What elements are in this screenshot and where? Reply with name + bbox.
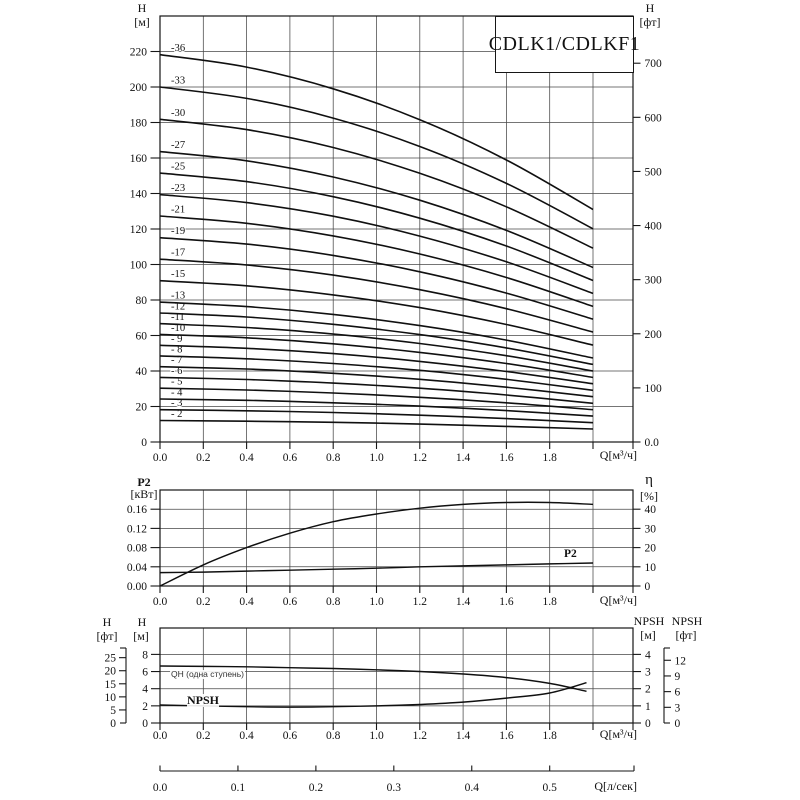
q-tick-label: 1.6 bbox=[499, 730, 514, 742]
h-m-tick-label: 6 bbox=[142, 666, 148, 679]
q-tick-label: 1.4 bbox=[455, 730, 471, 742]
q-tick-label: 0.2 bbox=[196, 596, 211, 608]
eta-tick-label: 10 bbox=[644, 561, 656, 574]
npsh-curve-label: NPSH bbox=[187, 693, 220, 707]
npsh-left-axis-unit: [м] bbox=[133, 629, 149, 643]
stage-curve-label: -25 bbox=[171, 161, 186, 173]
model-title-box bbox=[488, 16, 641, 73]
p2-tick-label: 0.08 bbox=[126, 542, 147, 555]
h-ft-tick-label: 200 bbox=[644, 328, 662, 341]
h-ft-tick-label: 100 bbox=[644, 382, 662, 395]
model-title: CDLK1/CDLKF1 bbox=[488, 33, 641, 55]
q-tick-label: 1.8 bbox=[542, 596, 557, 608]
q-tick-label: 1.4 bbox=[455, 596, 471, 608]
h-ft-tick-label: 10 bbox=[104, 691, 116, 704]
q-tick-label: 0.6 bbox=[282, 596, 298, 608]
h-m-tick-label: 220 bbox=[129, 46, 147, 59]
npsh-m-tick-label: 4 bbox=[645, 649, 651, 662]
h-ft-tick-label: 600 bbox=[644, 112, 662, 125]
h-m-tick-label: 0 bbox=[141, 437, 147, 449]
q-tick-label: 0.0 bbox=[152, 596, 168, 608]
npsh-left-axis-title: H bbox=[137, 615, 147, 629]
q-tick-label: 1.4 bbox=[455, 452, 471, 464]
q-tick-label: 0.8 bbox=[326, 596, 341, 608]
lps-tick-label: 0.0 bbox=[152, 782, 168, 794]
q-tick-label: 1.2 bbox=[412, 730, 427, 742]
h-ft-tick-label: 5 bbox=[110, 704, 116, 717]
q-tick-label: 1.8 bbox=[542, 730, 557, 742]
stage-curve-label: -12 bbox=[171, 301, 186, 313]
npsh-right-axis-unit: [м] bbox=[640, 628, 656, 642]
h-m-tick-label: 100 bbox=[129, 259, 147, 272]
lps-axis-unit: Q[л/сек] bbox=[594, 779, 637, 793]
npsh-ft-tick-label: 9 bbox=[674, 670, 681, 683]
eta-axis-title: η bbox=[645, 472, 653, 488]
stage-curve-label: -11 bbox=[171, 312, 185, 324]
npsh-m-tick-label: 3 bbox=[645, 666, 651, 679]
power-left-axis-title: P2 bbox=[137, 475, 151, 489]
stage-curve-label: -36 bbox=[171, 43, 186, 55]
p2-curve-label: P2 bbox=[564, 548, 577, 560]
lps-tick-label: 0.4 bbox=[464, 782, 479, 794]
power-left-axis-unit: [кВт] bbox=[130, 487, 158, 501]
q-tick-label: 1.0 bbox=[369, 452, 384, 464]
stage-curve-label: - 6 bbox=[171, 365, 183, 377]
lps-tick-label: 0.3 bbox=[386, 782, 402, 794]
h-ft-tick-label: 0 bbox=[110, 718, 116, 730]
main-x-axis-unit: Q[м³/ч] bbox=[599, 448, 637, 462]
h-ft-tick-label: 300 bbox=[644, 274, 662, 287]
p2-tick-label: 0.04 bbox=[126, 561, 147, 574]
npsh-m-tick-label: 2 bbox=[645, 683, 651, 696]
npsh-ft-tick-label: 6 bbox=[674, 686, 681, 699]
stage-curve-label: -10 bbox=[171, 322, 186, 334]
npsh-m-tick-label: 1 bbox=[645, 700, 651, 713]
h-ft-tick-label: 700 bbox=[644, 58, 662, 71]
q-tick-label: 1.8 bbox=[542, 452, 557, 464]
q-tick-label: 0.2 bbox=[196, 452, 211, 464]
npsh-farright-axis-title: NPSH bbox=[671, 614, 703, 628]
q-tick-label: 1.0 bbox=[369, 596, 384, 608]
stage-curve-label: -19 bbox=[171, 226, 186, 238]
stage-curve-label: -27 bbox=[171, 140, 186, 152]
q-tick-label: 0.2 bbox=[196, 730, 211, 742]
q-tick-label: 1.2 bbox=[412, 596, 427, 608]
npsh-farright-axis-unit: [фт] bbox=[675, 628, 697, 642]
main-left-axis-unit: [м] bbox=[134, 15, 150, 29]
h-m-tick-label: 60 bbox=[135, 330, 147, 343]
h-m-tick-label: 120 bbox=[129, 224, 147, 236]
npsh-farleft-axis-title: H bbox=[102, 615, 112, 629]
eta-tick-label: 30 bbox=[644, 523, 656, 536]
q-tick-label: 0.0 bbox=[152, 730, 168, 742]
stage-curve-label: - 2 bbox=[171, 409, 183, 421]
lps-tick-label: 0.5 bbox=[542, 782, 557, 794]
h-ft-tick-label: 20 bbox=[104, 665, 116, 678]
h-m-tick-label: 200 bbox=[129, 82, 147, 94]
h-m-tick-label: 20 bbox=[135, 401, 147, 414]
q-tick-label: 0.8 bbox=[326, 452, 341, 464]
lps-tick-label: 0.1 bbox=[230, 782, 246, 794]
main-right-axis-title: H bbox=[645, 1, 655, 15]
q-tick-label: 0.4 bbox=[239, 730, 254, 742]
stage-curve-label: - 9 bbox=[171, 333, 183, 345]
stage-curve-label: - 5 bbox=[171, 376, 183, 388]
eta-tick-label: 40 bbox=[644, 504, 656, 517]
npsh-ft-tick-label: 12 bbox=[674, 655, 686, 668]
npsh-ft-tick-label: 0 bbox=[674, 718, 681, 730]
h-m-tick-label: 40 bbox=[135, 366, 147, 378]
npsh-right-axis-title: NPSH bbox=[633, 614, 665, 628]
q-tick-label: 0.4 bbox=[239, 596, 254, 608]
h-ft-tick-label: 25 bbox=[104, 652, 116, 665]
stage-curve-label: -33 bbox=[171, 75, 186, 87]
stage-curve-label: - 4 bbox=[171, 387, 183, 399]
npsh-m-tick-label: 0 bbox=[645, 718, 651, 730]
stage-curve-label: -17 bbox=[171, 247, 186, 259]
stage-curve-label: - 7 bbox=[171, 355, 183, 367]
h-m-tick-label: 8 bbox=[142, 649, 148, 662]
p2-tick-label: 0.00 bbox=[126, 581, 147, 593]
main-left-axis-title: H bbox=[137, 1, 147, 15]
h-m-tick-label: 0 bbox=[142, 718, 148, 730]
h-m-tick-label: 80 bbox=[135, 295, 147, 307]
stage-curve-label: -23 bbox=[171, 183, 186, 195]
power-x-axis-unit: Q[м³/ч] bbox=[599, 593, 637, 607]
q-tick-label: 0.4 bbox=[239, 452, 254, 464]
h-ft-tick-label: 15 bbox=[104, 678, 116, 691]
stage-curve-label: -13 bbox=[171, 290, 186, 302]
h-m-tick-label: 180 bbox=[129, 117, 147, 130]
h-m-tick-label: 160 bbox=[129, 153, 147, 165]
h-ft-tick-label: 400 bbox=[644, 220, 662, 233]
h-m-tick-label: 4 bbox=[142, 683, 148, 696]
q-tick-label: 1.2 bbox=[412, 452, 427, 464]
stage-curve-label: -21 bbox=[171, 204, 186, 216]
q-tick-label: 0.6 bbox=[282, 730, 298, 742]
stage-curve-label: -15 bbox=[171, 269, 186, 281]
lps-tick-label: 0.2 bbox=[308, 782, 324, 794]
q-tick-label: 0.8 bbox=[326, 730, 341, 742]
p2-tick-label: 0.12 bbox=[126, 523, 147, 536]
main-right-axis-unit: [фт] bbox=[639, 15, 661, 29]
h-m-tick-label: 2 bbox=[142, 700, 148, 713]
npsh-x-axis-unit: Q[м³/ч] bbox=[599, 727, 637, 741]
eta-axis-unit: [%] bbox=[640, 489, 658, 503]
h-ft-tick-label: 500 bbox=[644, 166, 662, 179]
h-m-tick-label: 140 bbox=[129, 188, 147, 201]
q-tick-label: 0.6 bbox=[282, 452, 298, 464]
q-tick-label: 1.0 bbox=[369, 730, 384, 742]
eta-tick-label: 20 bbox=[644, 542, 656, 555]
stage-curve-label: - 8 bbox=[171, 344, 183, 356]
p2-tick-label: 0.16 bbox=[126, 504, 147, 517]
npsh-curve bbox=[160, 683, 587, 707]
npsh-ft-tick-label: 3 bbox=[674, 702, 681, 715]
stage-curve-label: - 3 bbox=[171, 398, 183, 410]
npsh-farleft-axis-unit: [фт] bbox=[96, 629, 118, 643]
q-tick-label: 1.6 bbox=[499, 452, 514, 464]
qh-single-stage-label: QH (одна ступень) bbox=[171, 669, 244, 679]
q-tick-label: 1.6 bbox=[499, 596, 514, 608]
h-ft-tick-label: 0.0 bbox=[644, 437, 659, 449]
eta-tick-label: 0 bbox=[644, 581, 651, 593]
stage-curve-label: -30 bbox=[171, 107, 186, 119]
q-tick-label: 0.0 bbox=[152, 452, 168, 464]
